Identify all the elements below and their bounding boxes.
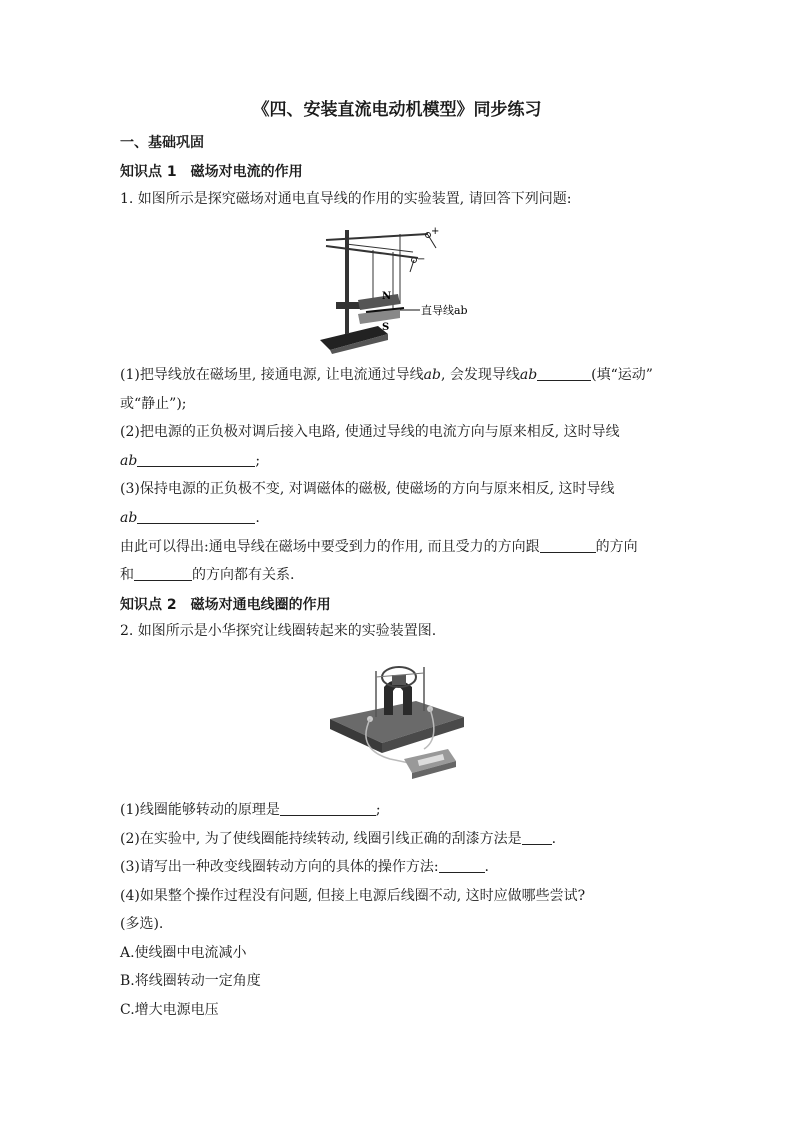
q1-conclusion-cont: 和 的方向都有关系. [120, 567, 295, 583]
q1-part3: (3)保持电源的正负极不变, 对调磁体的磁极, 使磁场的方向与原来相反, 这时导线 [120, 481, 615, 497]
option-a: A.使线圈中电流减小 [120, 945, 247, 961]
page-title: 《四、安装直流电动机模型》同步练习 [252, 100, 542, 120]
option-b: B.将线圈转动一定角度 [120, 973, 261, 989]
answer-blank[interactable] [540, 538, 596, 553]
figure-2-apparatus [326, 655, 468, 787]
plus-label: + [431, 226, 440, 237]
q2-part1: (1)线圈能够转动的原理是 ; [120, 802, 381, 818]
answer-blank[interactable] [280, 801, 376, 816]
figure-1-apparatus [318, 222, 488, 354]
answer-blank[interactable] [137, 452, 255, 467]
answer-blank[interactable] [522, 830, 552, 845]
q1-part2-answer: ab ; [120, 453, 261, 469]
knowledge-point-1: 知识点 1 磁场对电流的作用 [120, 164, 303, 180]
wire-ab-label: 直导线ab [421, 304, 468, 317]
q1-part1-cont: 或“静止”); [120, 396, 187, 412]
answer-blank[interactable] [439, 858, 485, 873]
question-1-stem: 1. 如图所示是探究磁场对通电直导线的作用的实验装置, 请回答下列问题: [120, 191, 572, 207]
answer-blank[interactable] [537, 366, 591, 381]
q1-part1: (1)把导线放在磁场里, 接通电源, 让电流通过导线ab, 会发现导线ab (填“运动” [120, 367, 653, 383]
north-pole-label: N [382, 291, 392, 302]
q1-conclusion: 由此可以得出:通电导线在磁场中要受到力的作用, 而且受力的方向跟 的方向 [120, 539, 638, 555]
minus-label: − [417, 254, 426, 265]
q1-part2: (2)把电源的正负极对调后接入电路, 使通过导线的电流方向与原来相反, 这时导线 [120, 424, 620, 440]
knowledge-point-2: 知识点 2 磁场对通电线圈的作用 [120, 597, 331, 613]
q2-part2: (2)在实验中, 为了使线圈能持续转动, 线圈引线正确的刮漆方法是 . [120, 831, 557, 847]
answer-blank[interactable] [134, 566, 192, 581]
south-pole-label: S [382, 322, 390, 333]
option-c: C.增大电源电压 [120, 1002, 219, 1018]
q2-part3: (3)请写出一种改变线圈转动方向的具体的操作方法: . [120, 859, 489, 875]
answer-blank[interactable] [137, 509, 255, 524]
section-heading: 一、基础巩固 [120, 135, 204, 151]
q2-part4-cont: (多选). [120, 916, 164, 932]
q2-part4: (4)如果整个操作过程没有问题, 但接上电源后线圈不动, 这时应做哪些尝试? [120, 888, 586, 904]
q1-part3-answer: ab . [120, 510, 260, 526]
question-2-stem: 2. 如图所示是小华探究让线圈转起来的实验装置图. [120, 623, 437, 639]
